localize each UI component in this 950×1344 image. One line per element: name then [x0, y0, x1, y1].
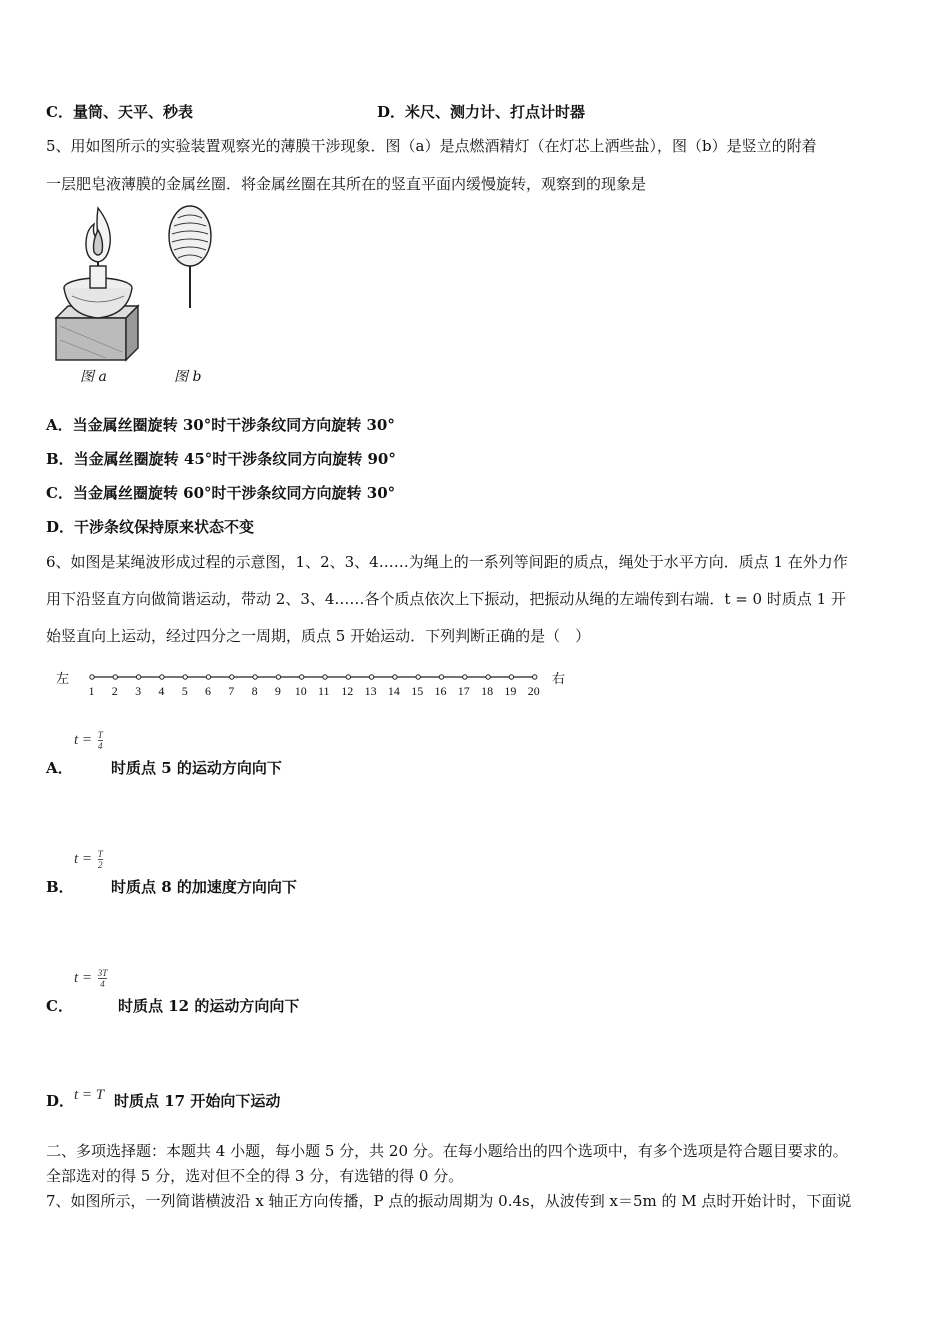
rope-left-label: 左 — [56, 672, 70, 687]
q6-option-a-text: 时质点 5 的运动方向向下 — [111, 759, 282, 777]
rope-point-5 — [183, 675, 187, 679]
formula-lhs: t = — [74, 969, 93, 986]
rope-point-3 — [136, 675, 140, 679]
rope-point-1 — [90, 675, 94, 679]
rope-point-label: 2 — [111, 684, 118, 698]
rope-point-11 — [323, 675, 327, 679]
rope-line-svg — [56, 666, 576, 702]
q5-option-c: C．当金属丝圈旋转 60°时干涉条纹同方向旋转 30° — [46, 484, 396, 502]
q6-option-c-text: 时质点 12 的运动方向向下 — [118, 997, 300, 1015]
q6-option-d-formula: t = T — [74, 1087, 105, 1103]
q5-stem-line2: 一层肥皂液薄膜的金属丝圈．将金属丝圈在其所在的竖直平面内缓慢旋转，观察到的现象是 — [46, 175, 647, 193]
q7-stem-line1: 7、如图所示，一列简谐横波沿 x 轴正方向传播，P 点的振动周期为 0.4s，从波传到 x＝5m 的 M 点时开始计时，下面说 — [46, 1192, 852, 1210]
formula-denominator: 4 — [98, 741, 103, 751]
rope-point-label: 7 — [228, 684, 235, 698]
q4-option-c: C．量筒、天平、秒表 — [46, 103, 193, 121]
rope-point-label: 18 — [481, 684, 494, 698]
rope-point-label: 12 — [341, 684, 354, 698]
formula-lhs: t = — [74, 731, 93, 748]
rope-point-label: 14 — [387, 684, 400, 698]
q6-option-c-letter: C． — [46, 997, 73, 1015]
wire-loop-drawing — [169, 206, 211, 308]
q6-option-b-formula — [74, 849, 103, 870]
q4-option-d: D．米尺、测力计、打点计时器 — [377, 103, 586, 121]
q6-option-a-letter: A． — [46, 759, 73, 777]
rope-point-label: 13 — [364, 684, 377, 698]
rope-point-16 — [439, 675, 443, 679]
rope-point-7 — [230, 675, 234, 679]
q6-stem-line2: 用下沿竖直方向做简谐运动，带动 2、3、4……各个质点依次上下振动，把振动从绳的左端传到右端．t = 0 时质点 1 开 — [46, 590, 846, 608]
q6-stem-line3: 始竖直向上运动，经过四分之一周期，质点 5 开始运动．下列判断正确的是（ ） — [46, 627, 591, 645]
rope-point-6 — [206, 675, 210, 679]
rope-point-label: 9 — [274, 684, 281, 698]
q6-option-b-text: 时质点 8 的加速度方向向下 — [111, 878, 297, 896]
rope-point-9 — [276, 675, 280, 679]
formula-numerator: T — [97, 849, 103, 859]
rope-point-17 — [463, 675, 467, 679]
figure-caption-b: 图 b — [174, 369, 202, 385]
formula-lhs: t = — [74, 850, 93, 867]
rope-point-4 — [160, 675, 164, 679]
rope-point-14 — [393, 675, 397, 679]
formula-numerator: T — [97, 730, 103, 740]
q5-option-d: D．干涉条纹保持原来状态不变 — [46, 518, 255, 536]
q6-stem-line1: 6、如图是某绳波形成过程的示意图，1、2、3、4……为绳上的一系列等间距的质点，绳处于水平方向．质点 1 在外力作 — [46, 553, 848, 571]
formula-denominator: 4 — [98, 978, 108, 989]
rope-point-label: 11 — [318, 684, 330, 698]
q5-stem-line1: 5、用如图所示的实验装置观察光的薄膜干涉现象．图（a）是点燃酒精灯（在灯芯上洒些盐），图（b）是竖立的附着 — [46, 137, 817, 155]
q6-option-d-text: 时质点 17 开始向下运动 — [114, 1092, 281, 1110]
q5-option-a: A．当金属丝圈旋转 30°时干涉条纹同方向旋转 30° — [46, 416, 395, 434]
rope-point-label: 1 — [88, 684, 95, 698]
q6-option-a-formula — [74, 730, 103, 751]
rope-point-label: 3 — [135, 684, 142, 698]
rope-point-label: 10 — [294, 684, 307, 698]
rope-point-label: 16 — [434, 684, 447, 698]
alcohol-lamp-drawing — [56, 208, 138, 360]
rope-point-18 — [486, 675, 490, 679]
q5-option-b: B．当金属丝圈旋转 45°时干涉条纹同方向旋转 90° — [46, 450, 396, 468]
formula-denominator: 2 — [98, 860, 103, 870]
alcohol-lamp-and-wire-loop-illustration — [46, 200, 246, 390]
rope-point-15 — [416, 675, 420, 679]
rope-point-label: 6 — [205, 684, 211, 698]
figure-caption-a: 图 a — [80, 369, 107, 385]
rope-point-12 — [346, 675, 350, 679]
rope-point-label: 4 — [158, 684, 165, 698]
section2-line1: 二、多项选择题：本题共 4 小题，每小题 5 分，共 20 分。在每小题给出的四个选项中，有多个选项是符合题目要求的。 — [46, 1142, 848, 1160]
rope-point-19 — [509, 675, 513, 679]
rope-point-13 — [369, 675, 373, 679]
rope-point-label: 17 — [457, 684, 470, 698]
formula-numerator: 3T — [97, 968, 108, 978]
rope-point-20 — [533, 675, 537, 679]
rope-point-label: 19 — [504, 684, 517, 698]
rope-point-label: 20 — [527, 684, 540, 698]
q5-figure — [46, 200, 246, 390]
q6-option-b-letter: B． — [46, 878, 74, 896]
rope-point-label: 15 — [411, 684, 424, 698]
q6-option-d-letter: D． — [46, 1092, 75, 1110]
rope-point-8 — [253, 675, 257, 679]
rope-right-label: 右 — [552, 672, 566, 687]
rope-point-label: 5 — [181, 684, 188, 698]
q6-option-c-formula — [74, 968, 107, 989]
rope-point-label: 8 — [251, 684, 258, 698]
section2-line2: 全部选对的得 5 分，选对但不全的得 3 分，有选错的得 0 分。 — [46, 1167, 464, 1185]
rope-point-2 — [113, 675, 117, 679]
rope-point-10 — [300, 675, 304, 679]
rope-diagram — [56, 666, 576, 702]
